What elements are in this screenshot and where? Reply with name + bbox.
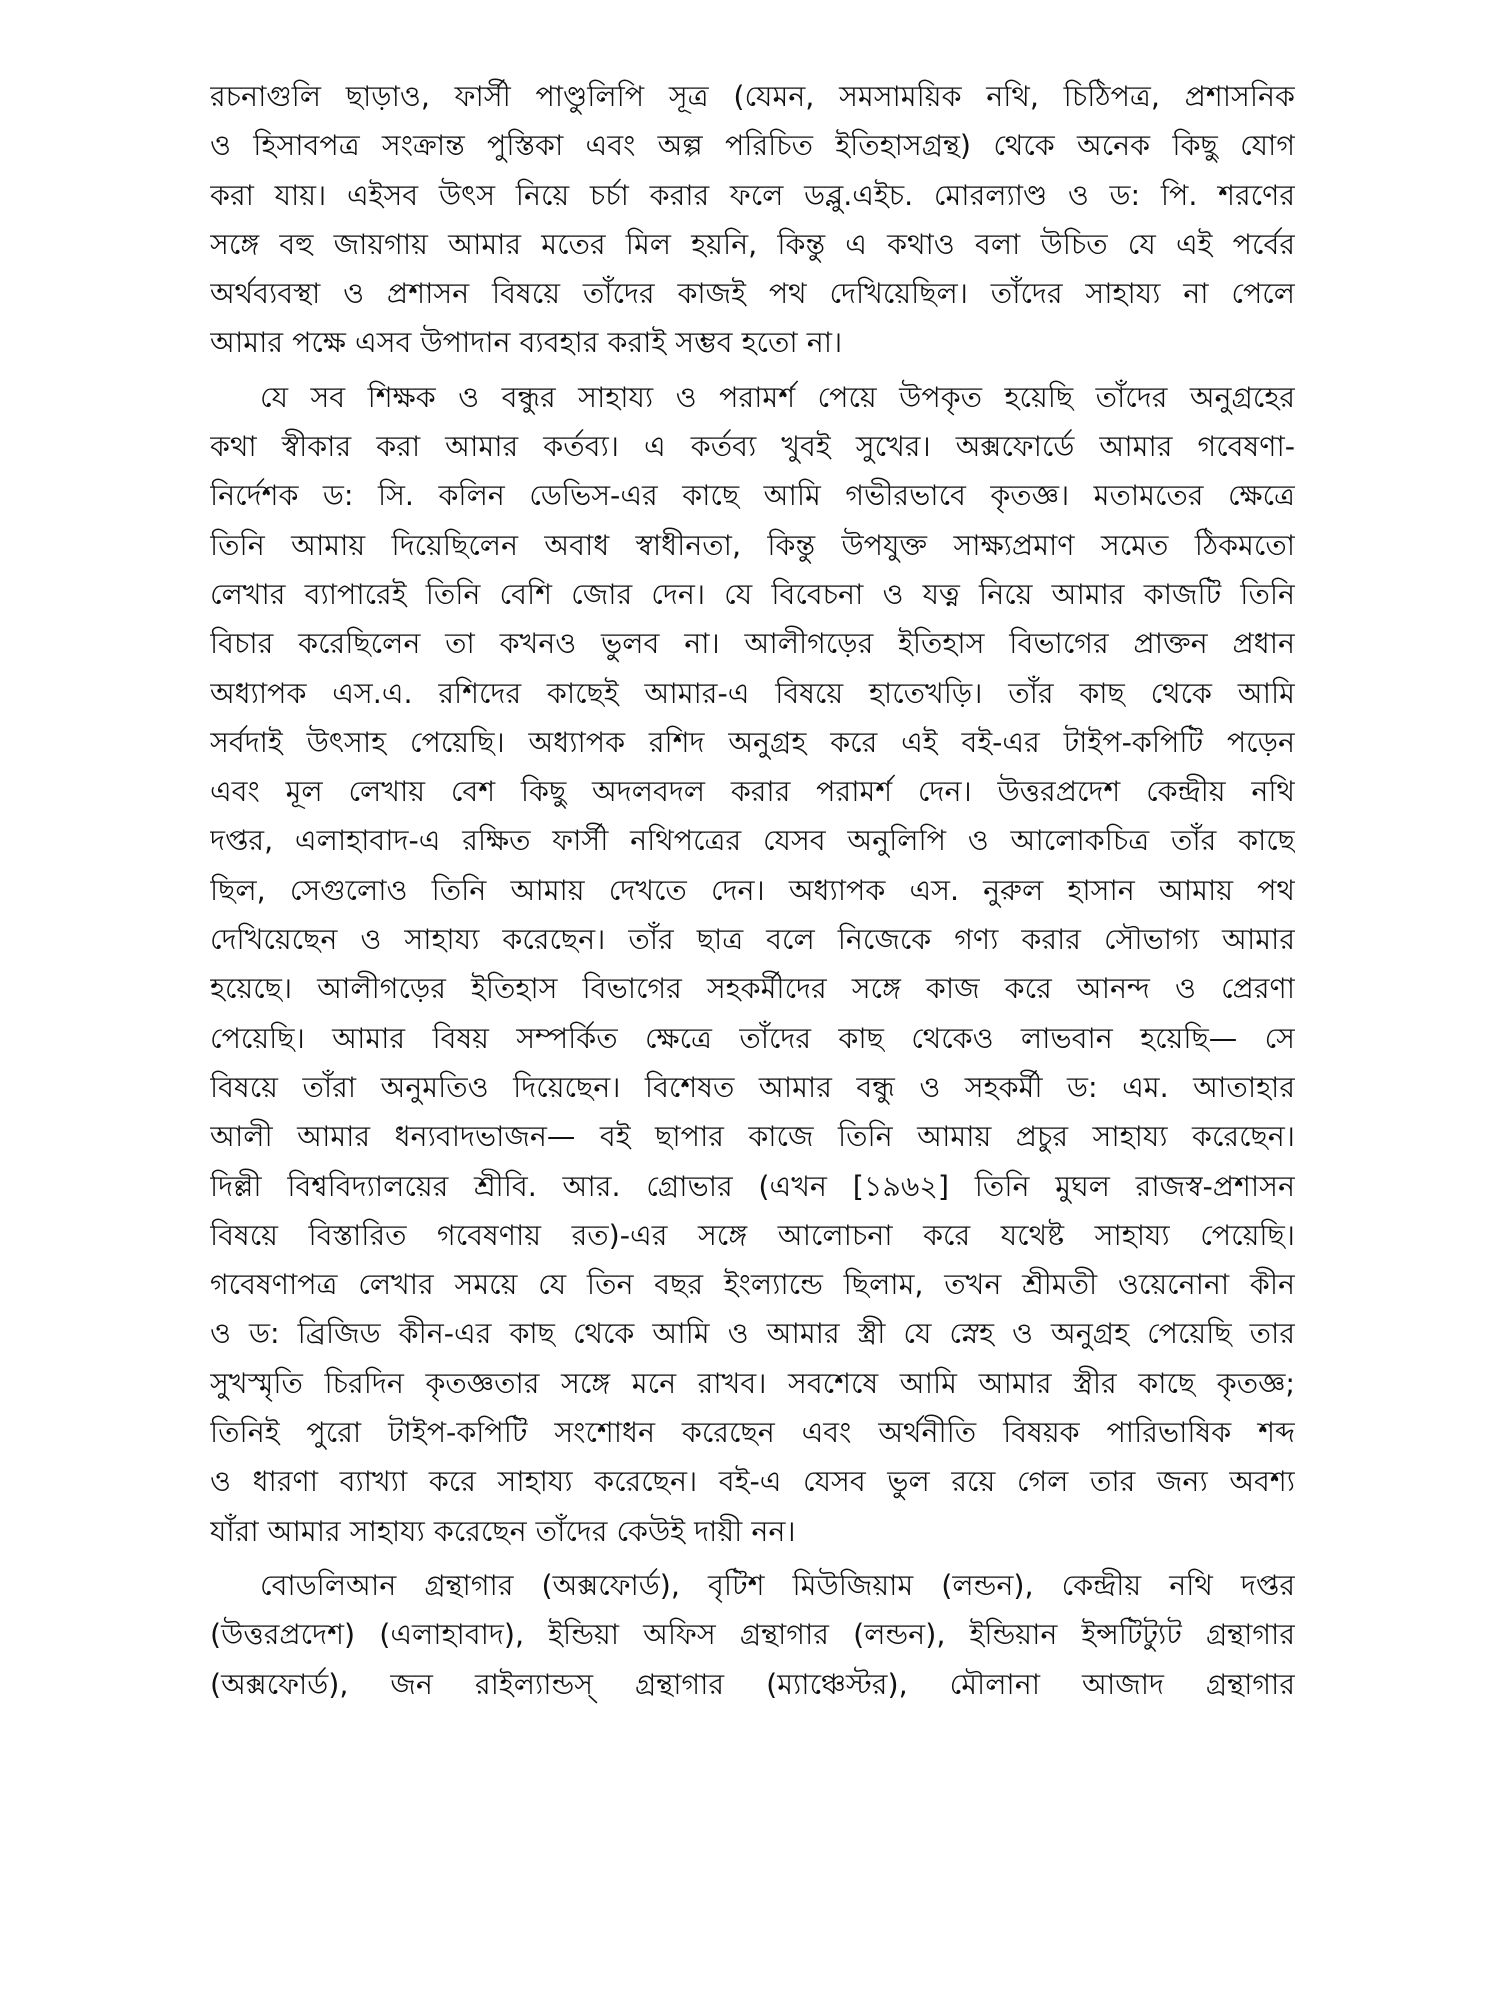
text-line: অর্থব্যবস্থা ও প্রশাসন বিষয়ে তাঁদের কাজই পথ দেখিয়েছিল। তাঁদের সাহায্য না পেলে	[210, 277, 1295, 311]
document-page	[210, 72, 1295, 1709]
paragraph-2	[210, 373, 1295, 1556]
text-line: করা যায়। এইসব উৎস নিয়ে চর্চা করার ফলে ডব্লু.এইচ. মোরল্যাণ্ড ও ড: পি. শরণের	[210, 178, 1295, 212]
text-line: বিষয়ে তাঁরা অনুমতিও দিয়েছেন। বিশেষত আমার বন্ধু ও সহকর্মী ড: এম. আতাহার	[210, 1070, 1295, 1104]
text-line: দিল্লী বিশ্ববিদ্যালয়ের শ্রীবি. আর. গ্রোভার (এখন [১৯৬২] তিনি মুঘল রাজস্ব-প্রশাসন	[210, 1169, 1295, 1203]
text-line: দেখিয়েছেন ও সাহায্য করেছেন। তাঁর ছাত্র বলে নিজেকে গণ্য করার সৌভাগ্য আমার	[210, 923, 1295, 957]
text-line: তিনি আমায় দিয়েছিলেন অবাধ স্বাধীনতা, কিন্তু উপযুক্ত সাক্ষ্যপ্রমাণ সমেত ঠিকমতো	[210, 528, 1295, 562]
text-line: রচনাগুলি ছাড়াও, ফার্সী পাণ্ডুলিপি সূত্র (যেমন, সমসাময়িক নথি, চিঠিপত্র, প্রশাসনিক	[210, 80, 1295, 113]
text-line: (অক্সফোর্ড), জন রাইল্যান্ডস্ গ্রন্থাগার (ম্যাঞ্চেস্টর), মৌলানা আজাদ গ্রন্থাগার	[210, 1667, 1295, 1701]
text-line: কথা স্বীকার করা আমার কর্তব্য। এ কর্তব্য খুবই সুখের। অক্সফোর্ডে আমার গবেষণা-	[210, 430, 1295, 464]
text-line: ও হিসাবপত্র সংক্রান্ত পুস্তিকা এবং অল্প পরিচিত ইতিহাসগ্রন্থ) থেকে অনেক কিছু যোগ	[210, 129, 1295, 163]
paragraph-3	[210, 1561, 1295, 1709]
text-line: গবেষণাপত্র লেখার সময়ে যে তিন বছর ইংল্যান্ডে ছিলাম, তখন শ্রীমতী ওয়েনোনা কীন	[210, 1268, 1295, 1302]
text-line: সঙ্গে বহু জায়গায় আমার মতের মিল হয়নি, কিন্তু এ কথাও বলা উচিত যে এই পর্বের	[210, 227, 1295, 261]
paragraph-1	[210, 72, 1295, 368]
text-line: আমার পক্ষে এসব উপাদান ব্যবহার করাই সম্ভব হতো না।	[210, 326, 843, 360]
text-line: যাঁরা আমার সাহায্য করেছেন তাঁদের কেউই দায়ী নন।	[210, 1514, 796, 1548]
text-line: লেখার ব্যাপারেই তিনি বেশি জোর দেন। যে বিবেচনা ও যত্ন নিয়ে আমার কাজটি তিনি	[210, 577, 1295, 611]
text-line: বিষয়ে বিস্তারিত গবেষণায় রত)-এর সঙ্গে আলোচনা করে যথেষ্ট সাহায্য পেয়েছি।	[210, 1218, 1295, 1252]
text-line: পেয়েছি। আমার বিষয় সম্পর্কিত ক্ষেত্রে তাঁদের কাছ থেকেও লাভবান হয়েছি— সে	[210, 1021, 1295, 1055]
text-line: সর্বদাই উৎসাহ পেয়েছি। অধ্যাপক রশিদ অনুগ্রহ করে এই বই-এর টাইপ-কপিটি পড়েন	[210, 725, 1295, 759]
text-line: অধ্যাপক এস.এ. রশিদের কাছেই আমার-এ বিষয়ে হাতেখড়ি। তাঁর কাছ থেকে আমি	[210, 676, 1295, 710]
text-line: ও ধারণা ব্যাখ্যা করে সাহায্য করেছেন। বই-এ যেসব ভুল রয়ে গেল তার জন্য অবশ্য	[210, 1465, 1295, 1499]
text-line: তিনিই পুরো টাইপ-কপিটি সংশোধন করেছেন এবং অর্থনীতি বিষয়ক পারিভাষিক শব্দ	[210, 1416, 1295, 1450]
text-line: দপ্তর, এলাহাবাদ-এ রক্ষিত ফার্সী নথিপত্রের যেসব অনুলিপি ও আলোকচিত্র তাঁর কাছে	[210, 824, 1295, 858]
text-line: হয়েছে। আলীগড়ের ইতিহাস বিভাগের সহকর্মীদের সঙ্গে কাজ করে আনন্দ ও প্রেরণা	[210, 972, 1295, 1006]
text-line: বোডলিআন গ্রন্থাগার (অক্সফোর্ড), বৃটিশ মিউজিয়াম (লন্ডন), কেন্দ্রীয় নথি দপ্তর	[260, 1568, 1295, 1602]
text-line: এবং মূল লেখায় বেশ কিছু অদলবদল করার পরামর্শ দেন। উত্তরপ্রদেশ কেন্দ্রীয় নথি	[210, 775, 1295, 809]
text-line: ছিল, সেগুলোও তিনি আমায় দেখতে দেন। অধ্যাপক এস. নুরুল হাসান আমায় পথ	[210, 873, 1295, 907]
text-line: ও ড: ব্রিজিড কীন-এর কাছ থেকে আমি ও আমার স্ত্রী যে স্নেহ ও অনুগ্রহ পেয়েছি তার	[210, 1317, 1295, 1351]
text-line: বিচার করেছিলেন তা কখনও ভুলব না। আলীগড়ের ইতিহাস বিভাগের প্রাক্তন প্রধান	[210, 627, 1295, 661]
text-line: যে সব শিক্ষক ও বন্ধুর সাহায্য ও পরামর্শ পেয়ে উপকৃত হয়েছি তাঁদের অনুগ্রহের	[260, 380, 1295, 414]
text-line: (উত্তরপ্রদেশ) (এলাহাবাদ), ইন্ডিয়া অফিস গ্রন্থাগার (লন্ডন), ইন্ডিয়ান ইন্সটিট্যুট গ্রন্থাগার	[210, 1618, 1295, 1652]
text-line: নির্দেশক ড: সি. কলিন ডেভিস-এর কাছে আমি গভীরভাবে কৃতজ্ঞ। মতামতের ক্ষেত্রে	[210, 479, 1295, 513]
text-line: আলী আমার ধন্যবাদভাজন— বই ছাপার কাজে তিনি আমায় প্রচুর সাহায্য করেছেন।	[210, 1120, 1295, 1154]
text-line: সুখস্মৃতি চিরদিন কৃতজ্ঞতার সঙ্গে মনে রাখব। সবশেষে আমি আমার স্ত্রীর কাছে কৃতজ্ঞ;	[210, 1366, 1295, 1400]
